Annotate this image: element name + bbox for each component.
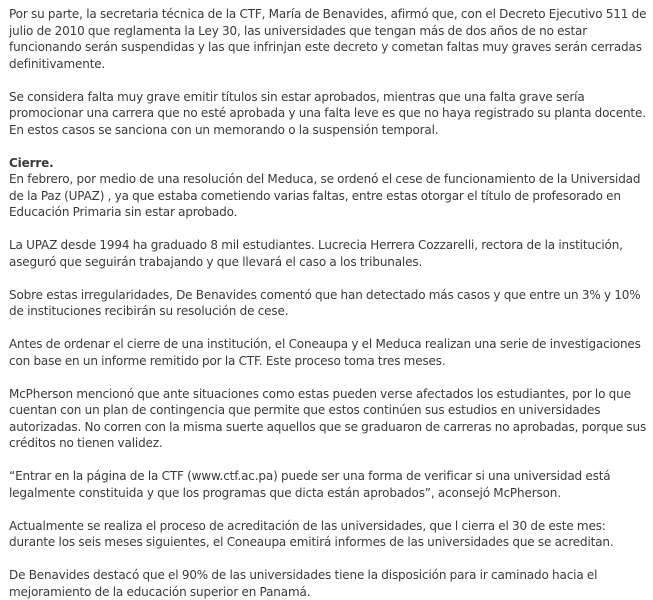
paragraph-investigaciones: Antes de ordenar el cierre de una institución, el Coneaupa y el Meduca realizan una serie de investigaciones con base en un informe remitido por la CTF. Este proceso toma tres meses. bbox=[9, 337, 641, 368]
paragraph-irregularidades: Sobre estas irregularidades, De Benavides comentó que han detectado más casos y que entre un 3% y 10% de instituciones recibirán su resolución de cese. bbox=[9, 287, 641, 318]
paragraph-verificar-ctf: “Entrar en la página de la CTF (www.ctf.ac.pa) puede ser una forma de verificar si una universidad está legalmente constituida y que los programas que dicta están aprobados”, aconsejó McPherson. bbox=[9, 469, 611, 500]
paragraph-upaz-cese: En febrero, por medio de una resolución del Meduca, se ordenó el cese de funcionamiento de la Universidad de la Paz (UPAZ) , ya que estaba cometiendo varias faltas, entre estas otorgar el título de profesorado en Educación Primaria sin estar aprobado. bbox=[9, 172, 641, 219]
paragraph-contingencia: McPherson mencionó que ante situaciones como estas pueden verse afectados los estudiantes, por lo que cuentan con un plan de contingencia que permite que estos continúen sus estudios en universidades autorizadas. No corren con la misma suerte aquellos que se graduaron de carreras no aprobadas, porque sus créditos no tienen validez. bbox=[9, 386, 647, 450]
paragraph-decreto: Por su parte, la secretaria técnica de la CTF, María de Benavides, afirmó que, con el Decreto Ejecutivo 511 de julio de 2010 que reglamenta la Ley 30, las universidades que tengan más de dos años de no estar funcionando serán suspendidas y las que infrinjan este decreto y cometan faltas muy graves serán cerradas definitivamente. bbox=[9, 7, 647, 71]
paragraph-mejoramiento: De Benavides destacó que el 90% de las universidades tiene la disposición para ir caminado hacia el mejoramiento de la educación superior en Panamá. bbox=[9, 568, 598, 599]
paragraph-upaz-graduados: La UPAZ desde 1994 ha graduado 8 mil estudiantes. Lucrecia Herrera Cozzarelli, rectora de la institución, aseguró que seguirán trabajando y que llevará el caso a los tribunales. bbox=[9, 238, 623, 269]
paragraph-acreditacion: Actualmente se realiza el proceso de acreditación de las universidades, que l cierra el 30 de este mes: durante los seis meses siguientes, el Coneaupa emitirá informes de las universidades que se acreditan. bbox=[9, 518, 614, 549]
paragraph-faltas: Se considera falta muy grave emitir títulos sin estar aprobados, mientras que una falta grave sería promocionar una carrera que no esté aprobada y una falta leve es que no haya registrado su planta docente. En estos casos se sanciona con un memorando o la suspensión temporal. bbox=[9, 89, 646, 137]
section-heading: Cierre. bbox=[9, 155, 54, 170]
section-cierre bbox=[9, 155, 647, 221]
